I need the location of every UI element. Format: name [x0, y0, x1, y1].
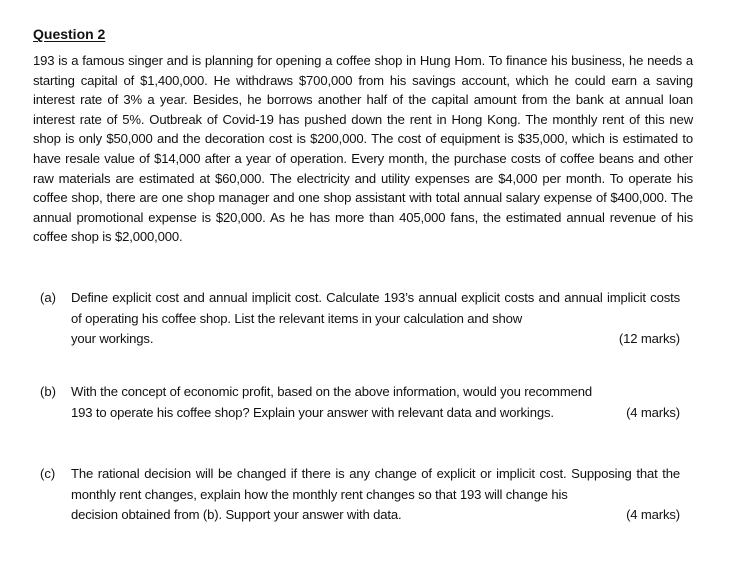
- part-b-body: [71, 382, 680, 423]
- part-b: [40, 382, 680, 423]
- part-c-text: The rational decision will be changed if there is any change of explicit or implicit cost. Supposing that the monthly rent changes, explain how the monthly rent changes so that 193 will change his: [71, 466, 680, 502]
- part-c-body: [71, 464, 680, 526]
- part-b-marks: (4 marks): [626, 404, 680, 420]
- question-intro-paragraph: 193 is a famous singer and is planning for opening a coffee shop in Hung Hom. To finance his business, he needs a starting capital of $1,400,000. He withdraws $700,000 from his savings account, which he could earn a saving interest rate of 3% a year. Besides, he borrows another half of the capital amount from the bank at annual loan interest rate of 5%. Outbreak of Covid-19 has pushed down the rent in Hong Kong. The monthly rent of this new shop is only $50,000 and the decoration cost is $200,000. The cost of equipment is $35,000, which is estimated to have resale value of $14,000 after a year of operation. Every month, the purchase costs of coffee beans and other raw materials are estimated at $60,000. The electricity and utility expenses are $4,000 per month. To operate his coffee shop, there are one shop manager and one shop assistant with total annual salary expense of $400,000. The annual promotional expense is $20,000. As he has more than 405,000 fans, the estimated annual revenue of his coffee shop is $2,000,000.: [33, 53, 693, 245]
- part-b-last-line-text: 193 to operate his coffee shop? Explain your answer with relevant data and workings.: [71, 404, 554, 420]
- part-c-last-line-text: decision obtained from (b). Support your answer with data.: [71, 507, 402, 522]
- part-a-body: [71, 288, 680, 350]
- part-b-text: With the concept of economic profit, based on the above information, would you recommend: [71, 384, 593, 399]
- part-b-last-line: [71, 403, 680, 424]
- part-a-label: (a): [40, 290, 57, 305]
- part-b-label: (b): [40, 384, 57, 399]
- part-c-last-line: [71, 505, 680, 526]
- part-c: [40, 464, 680, 526]
- part-a-last-line-text: your workings.: [71, 331, 154, 346]
- part-a-marks: (12 marks): [618, 331, 680, 346]
- part-c-label: (c): [40, 466, 56, 481]
- question-heading: Question 2: [33, 26, 106, 42]
- part-a-last-line: [71, 329, 680, 350]
- part-a-text: Define explicit cost and annual implicit cost. Calculate 193’s annual explicit costs and annual implicit costs of operating his coffee shop. List the relevant items in your calculation and show: [71, 290, 680, 326]
- part-a: [40, 288, 680, 350]
- part-c-marks: (4 marks): [626, 507, 680, 522]
